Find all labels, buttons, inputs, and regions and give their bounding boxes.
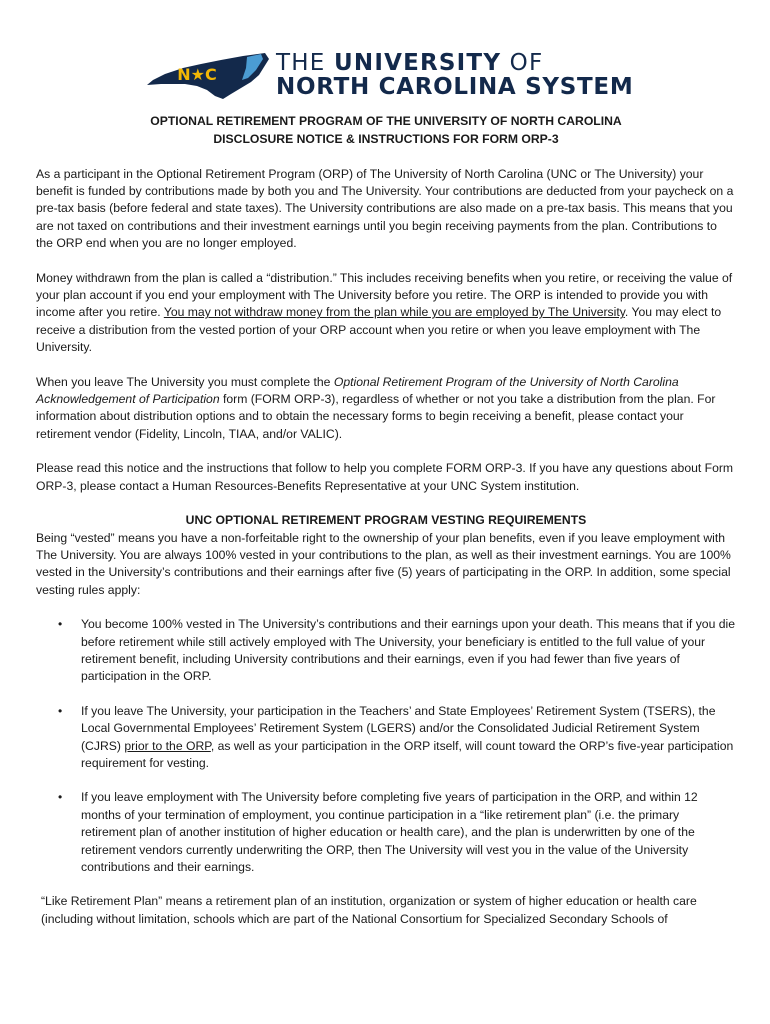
bullet-text: , as well as your participation in the ORP itself, will count toward the ORP’s five-year participation requirement for vesting.	[81, 738, 734, 770]
distribution-underlined: You may not withdraw money from the plan while you are employed by The University	[163, 305, 625, 320]
document-title-line-2: DISCLOSURE NOTICE & INSTRUCTIONS FOR FORM ORP-3	[213, 131, 559, 146]
leave-text-2: form (FORM ORP-3), regardless of whether or not you take a distribution from the plan. For information about distribution options and to obtain the necessary forms to begin receiving a benefit, please contact your retirement vendor (Fidelity, Lincoln, TIAA, and/or VALIC).	[36, 392, 716, 441]
bullet-text: If you leave The University, your participation in the Teachers’ and State Employees’ Retirement System (TSERS), the Local Governmental Employees’ Retirement System (LGERS) and/or the Consolidated Judicial Retirement System (CJRS)	[81, 703, 716, 753]
north-carolina-map-icon	[143, 50, 271, 102]
leave-text-1: When you leave The University you must complete the	[36, 374, 334, 389]
list-item	[36, 616, 736, 686]
logo-line-2: NORTH CAROLINA SYSTEM	[276, 74, 634, 100]
distribution-text-2: . You may elect to receive a distribution from the vested portion of your ORP account when you retire or when you leave employment with The University.	[36, 305, 722, 355]
bullet-icon: •	[58, 790, 63, 805]
logo-line-1	[276, 50, 543, 76]
like-plan-paragraph: “Like Retirement Plan” means a retirement plan of an institution, organization or system of higher education or health care (including without limitation, schools which are part of the National Consortium for Specialized Secondary Schools of	[41, 894, 697, 926]
logo-monogram: N★C	[177, 65, 217, 84]
logo-line-1-suffix: OF	[501, 50, 544, 76]
list-item	[36, 703, 736, 773]
unc-system-logo	[143, 50, 633, 102]
bullet-icon: •	[58, 617, 63, 632]
vesting-rules-list	[36, 616, 736, 876]
leave-paragraph	[36, 374, 736, 444]
bullet-text: If you leave employment with The University before completing five years of participation in the ORP, and within 12 months of your termination of employment, you continue participation in a “like retirement plan” (i.e. the primary retirement plan of another institution of higher education or health care), and the plan is underwritten by one of the retirement vendors currently underwriting the ORP, then The University will vest you in the value of the University contributions and their earnings.	[81, 790, 698, 874]
leave-form-title: Optional Retirement Program of the University of North Carolina Acknowledgement of Participation	[36, 374, 679, 407]
document-title-line-1: OPTIONAL RETIREMENT PROGRAM OF THE UNIVERSITY OF NORTH CAROLINA	[150, 114, 622, 128]
bullet-underlined: prior to the ORP	[124, 738, 211, 753]
vesting-heading: UNC OPTIONAL RETIREMENT PROGRAM VESTING REQUIREMENTS	[185, 513, 587, 528]
bullet-icon: •	[58, 703, 63, 718]
bullet-text: You become 100% vested in The University’s contributions and their earnings upon your death. This means that if you die before retirement while still actively employed with The University, your beneficiary is entitled to the full value of your retirement benefit, including University contributions and their earnings, even if you had fewer than five years of participation in the ORP.	[81, 617, 736, 684]
logo-line-1-prefix: THE	[276, 50, 334, 76]
intro-paragraph: As a participant in the Optional Retirement Program (ORP) of The University of North Carolina (UNC or The University) your benefit is funded by contributions made by both you and The University. Your contributions are deducted from your paycheck on a pre-tax basis (before federal and state taxes). The University contributions are also made on a pre-tax basis. This means that you are not taxed on contributions and their investment earnings until you begin receiving payments from the plan. Contributions to the ORP end when you are no longer employed.	[36, 166, 734, 251]
document-body	[36, 113, 736, 928]
list-item	[36, 789, 736, 876]
distribution-paragraph	[36, 270, 736, 357]
logo-line-1-bold: UNIVERSITY	[334, 50, 502, 76]
distribution-text-1: Money withdrawn from the plan is called a “distribution.” This includes receiving benefits when you retire, or receiving the value of your plan account if you end your employment with The University before you retire. The ORP is intended to provide you with income after you retire.	[36, 270, 733, 320]
vesting-intro: Being “vested” means you have a non-forfeitable right to the ownership of your plan benefits, even if you leave employment with The University. You are always 100% vested in your contributions to the plan, as well as their investment earnings. You are 100% vested in the University’s contributions and their earnings after five (5) years of participating in the ORP. In addition, some special vesting rules apply:	[36, 530, 731, 597]
contact-paragraph: Please read this notice and the instructions that follow to help you complete FORM ORP-3. If you have any questions about Form ORP-3, please contact a Human Resources-Benefits Representative at your UNC System institution.	[36, 461, 734, 493]
